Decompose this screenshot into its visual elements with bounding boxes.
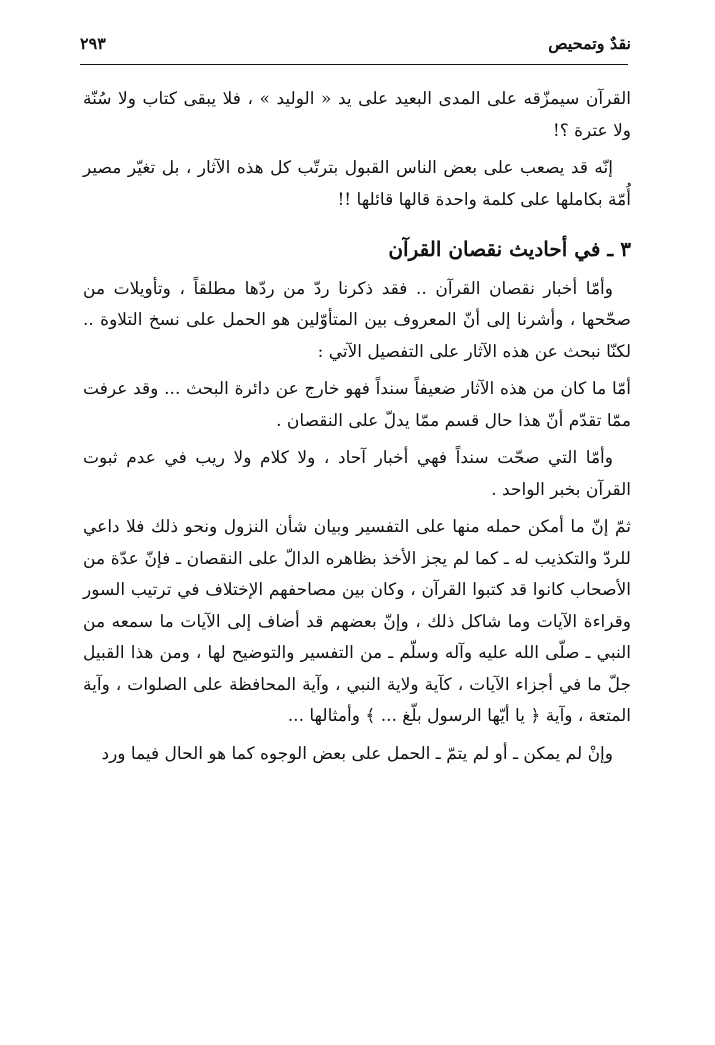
paragraph: ثمّ إنّ ما أمكن حمله منها على التفسير وبيان شأن النزول ونحو ذلك فلا داعي للردّ والتكذيب له ـ كما لم يجز الأخذ بظاهره الدالّ على النقصان ـ فإنّ عدّة من الأصحاب كانوا قد كتبوا القرآن ، وكان بين مصاحفهم الإختلاف في ترتيب السور وقراءة الآيات وما شاكل ذلك ، وإنّ بعضهم قد أضاف إلى الآيات ما سمعه من النبي ـ صلّى الله عليه وآله وسلّم ـ من التفسير والتوضيح لها ، ومن هذا القبيل جلّ ما في أجزاء الآيات ، كآية ولاية النبي ، وآية المحافظة على الصلوات ، وآية المتعة ، وآية ﴿ يا أيّها الرسول بلّغ ... ﴾ وأمثالها ... [83,517,631,726]
paragraph: وأمّا التي صحّت سنداً فهي أخبار آحاد ، ولا كلام ولا ريب في عدم ثبوت القرآن بخبر الواحد . [83,448,631,500]
paragraph: وأمّا أخبار نقصان القرآن .. فقد ذكرنا ردّ من ردّها مطلقاً ، وتأويلات من صحّحها ، وأشرنا إلى أنّ المعروف بين المتأوّلين هو الحمل على نسخ التلاوة .. لكنّا نبحث عن هذه الآثار على التفصيل الآتي : [83,278,631,362]
paragraph: إنّه قد يصعب على بعض الناس القبول بترتّب كل هذه الآثار ، بل تغيّر مصير أُمّة بكاملها على كلمة واحدة قالها قائلها !! [83,158,631,210]
section-heading: ٣ ـ في أحاديث نقصان القرآن [388,237,631,261]
body-text [83,84,631,776]
running-title: نقدٌ وتمحيص [548,34,631,53]
header-divider [80,64,628,65]
paragraph: وإنْ لم يمكن ـ أو لم يتمّ ـ الحمل على بعض الوجوه كما هو الحال فيما ورد [101,743,613,764]
page-number: ٢٩٣ [80,34,106,53]
paragraph: أمّا ما كان من هذه الآثار ضعيفاً سنداً فهو خارج عن دائرة البحث ... وقد عرفت ممّا تقدّم أنّ هذا حال قسم ممّا يدلّ على النقصان . [83,379,631,431]
paragraph: القرآن سيمزّقه على المدى البعيد على يد « الوليد » ، فلا يبقى كتاب ولا سُنّة ولا عترة ؟! [83,89,631,141]
